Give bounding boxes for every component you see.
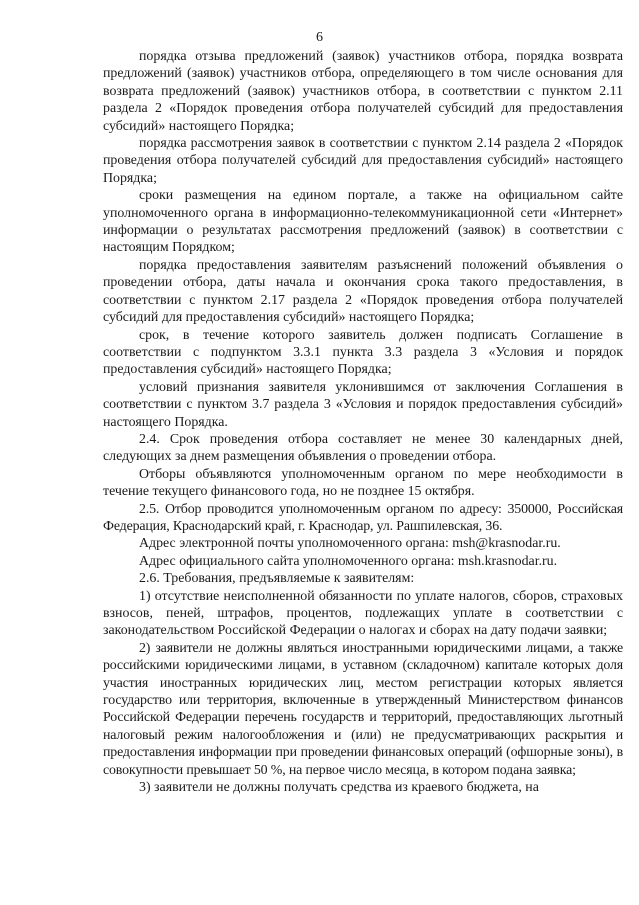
paragraph-requirement-1: 1) отсутствие неисполненной обязанности по уплате налогов, сборов, страховых взносов, пеней, штрафов, процентов, подлежащих уплате в соответствии с законодательством Российской Федерации о налогах и сборах на дату подачи заявки; [103,588,623,639]
paragraph-website: Адрес официального сайта уполномоченного органа: msh.krasnodar.ru. [139,553,558,569]
paragraph-agreement-term: срок, в течение которого заявитель должен подписать Соглашение в соответствии с подпунктом 3.3.1 пункта 3.3 раздела 3 «Условия и порядок предоставления субсидий» настоящего Порядка; [103,327,623,378]
paragraph-clarifications: порядка предоставления заявителям разъяснений положений объявления о проведении отбора, даты начала и окончания срока такого предоставления, в соответствии с пунктом 2.17 раздела 2 «Порядок проведения отбора получателей субсидий для предоставления субсидий» настоящего Порядка; [103,257,623,326]
paragraph-2-6-requirements: 2.6. Требования, предъявляемые к заявителям: [139,571,415,587]
paragraph-2-4-selection-period: 2.4. Срок проведения отбора составляет не менее 30 календарных дней, следующих за днем размещения объявления о проведении отбора. [103,431,623,465]
paragraph-requirement-3: 3) заявители не должны получать средства из краевого бюджета, на [139,780,539,796]
paragraph-2-5-address: 2.5. Отбор проводится уполномоченным органом по адресу: 350000, Российская Федерация, Краснодарский край, г. Краснодар, ул. Рашпилевская, 36. [103,501,623,534]
document-body [103,48,623,796]
paragraph-evasion-conditions: условий признания заявителя уклонившимся от заключения Соглашения в соответствии с пунктом 3.7 раздела 3 «Условия и порядок предоставления субсидий» настоящего Порядка. [103,379,623,430]
paragraph-email: Адрес электронной почты уполномоченного органа: msh@krasnodar.ru. [139,536,561,552]
paragraph-requirement-2: 2) заявители не должны являться иностранными юридическими лицами, а также российскими юридическими лицами, в уставном (складочном) капитале которых доля участия иностранных юридических лиц, местом регистрации которых является государство или территория, включенные в утвержденный Министерством финансов Российской Федерации перечень государств и территорий, предоставляющих льготный налоговый режим налогообложения и (или) не предусматривающих раскрытия и предоставления информации при проведении финансовых операций (офшорные зоны), в совокупности превышает 50 %, на первое число месяца, в котором подана заявка; [103,640,623,778]
paragraph-withdrawal-procedure: порядка отзыва предложений (заявок) участников отбора, порядка возврата предложений (заявок) участников отбора, определяющего в том числе основания для возврата предложений (заявок) участников отбора, в соответствии с пунктом 2.11 раздела 2 «Порядок проведения отбора получателей субсидий для предоставления субсидий» настоящего Порядка; [103,49,623,134]
paragraph-review-procedure: порядка рассмотрения заявок в соответствии с пунктом 2.14 раздела 2 «Порядок проведения отбора получателей субсидий для предоставления субсидий» настоящего Порядка; [103,136,623,186]
paragraph-publication-terms: сроки размещения на едином портале, а также на официальном сайте уполномоченного органа в информационно-телекоммуникационной сети «Интернет» информации о результатах рассмотрения предложений (заявок) в соответствии с настоящим Порядком; [103,188,623,256]
page-number: 6 [316,30,323,45]
paragraph-selection-announcement: Отборы объявляются уполномоченным органом по мере необходимости в течение текущего финансового года, но не позднее 15 октября. [103,466,623,500]
